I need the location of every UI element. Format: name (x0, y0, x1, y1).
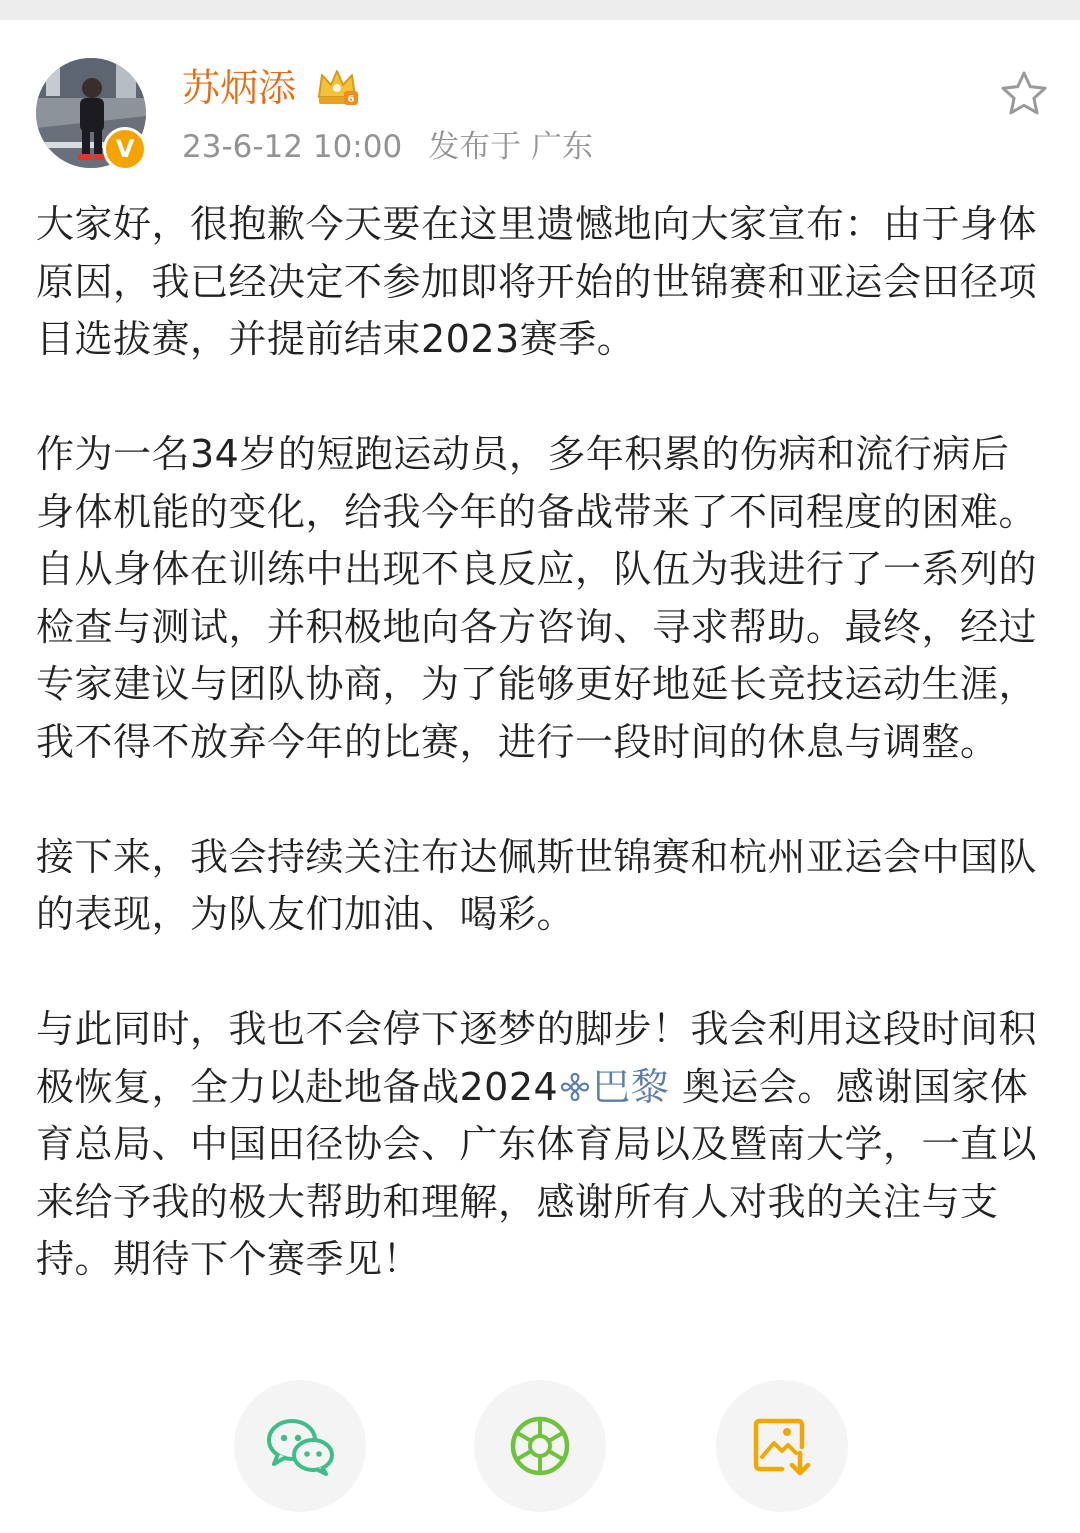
share-moments-button[interactable] (474, 1380, 606, 1512)
svg-text:6: 6 (347, 94, 355, 105)
paragraph-text-after-topic: 奥运会。感谢国家体育总局、中国田径协会、广东体育局以及暨南大学，一直以来给予我的极大帮助和理解，感谢所有人对我的关注与支持。期待下个赛季见！ (36, 1064, 1038, 1281)
save-image-icon (752, 1415, 812, 1477)
post-timestamp: 23-6-12 10:00 (182, 129, 403, 165)
star-outline-icon[interactable] (998, 68, 1050, 120)
post-content (36, 196, 1046, 1289)
post-paragraph-2: 作为一名34岁的短跑运动员，多年积累的伤病和流行病后身体机能的变化，给我今年的备战带来了不同程度的困难。自从身体在训练中出现不良反应，队伍为我进行了一系列的检查与测试，并积极地向各方咨询、寻求帮助。最终，经过专家建议与团队协商，为了能够更好地延长竞技运动生涯，我不得不放弃今年的比赛，进行一段时间的休息与调整。 (36, 432, 1038, 764)
wechat-icon (264, 1414, 336, 1478)
moments-icon (507, 1413, 573, 1479)
verified-badge: V (103, 127, 147, 171)
topic-link-paris[interactable] (558, 1065, 669, 1109)
topic-link-label: 巴黎 (592, 1064, 670, 1109)
author-name[interactable]: 苏炳添 (182, 66, 297, 110)
post-location: 发布于 广东 (428, 129, 594, 165)
vip-crown-icon (314, 67, 360, 109)
post-paragraph-4 (36, 1001, 1046, 1289)
share-wechat-button[interactable] (234, 1380, 366, 1512)
topic-flower-icon (558, 1070, 592, 1104)
save-image-button[interactable] (716, 1380, 848, 1512)
post-meta (182, 124, 593, 170)
top-divider (0, 0, 1080, 20)
post-paragraph-3: 接下来，我会持续关注布达佩斯世锦赛和杭州亚运会中国队的表现，为队友们加油、喝彩。 (36, 834, 1038, 936)
post-paragraph-1: 大家好，很抱歉今天要在这里遗憾地向大家宣布：由于身体原因，我已经决定不参加即将开始的世锦赛和亚运会田径项目选拔赛，并提前结束2023赛季。 (36, 202, 1038, 361)
paragraph-text-before-topic: 与此同时，我也不会停下逐梦的脚步！我会利用这段时间积极恢复，全力以赴地备战2024 (36, 1007, 1038, 1109)
